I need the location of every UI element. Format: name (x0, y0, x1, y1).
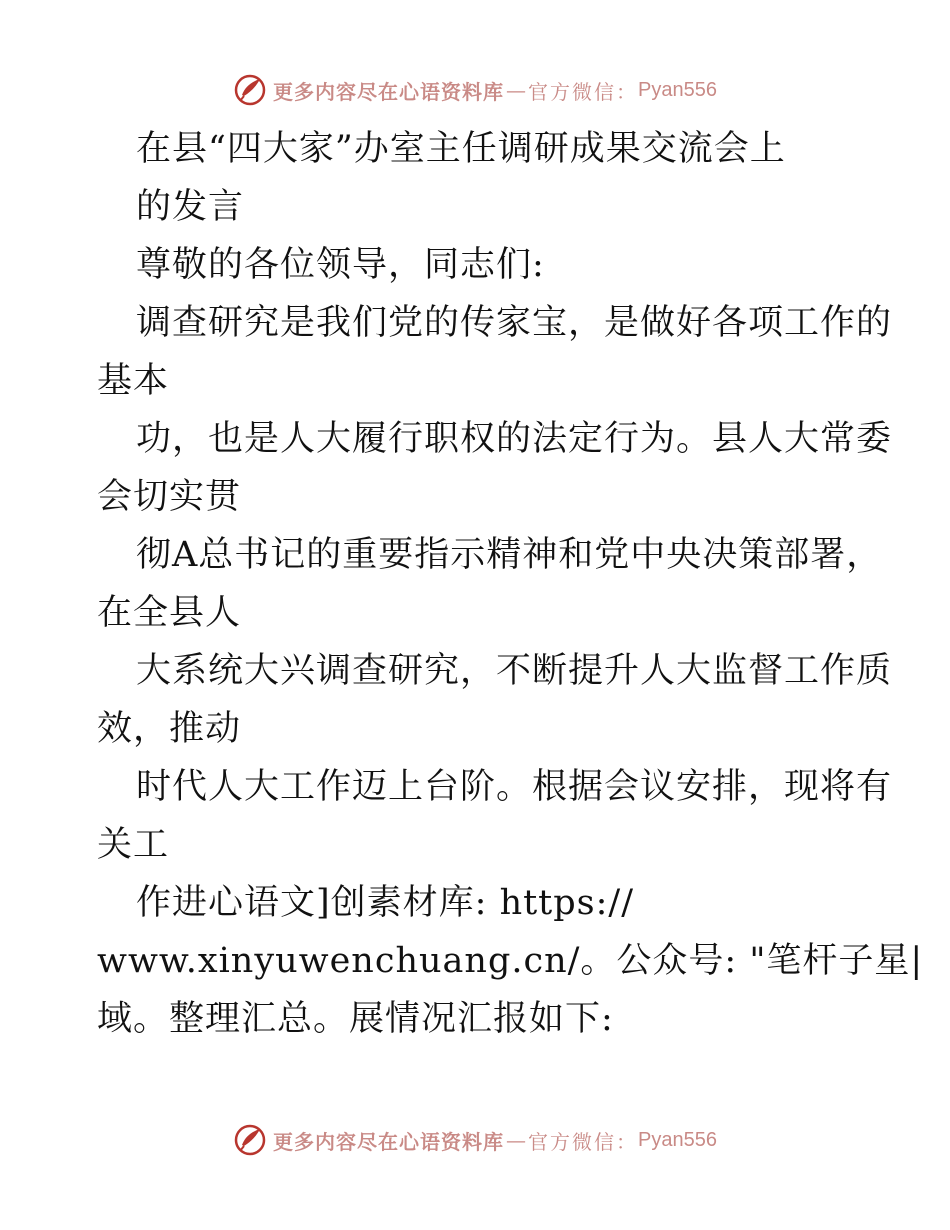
paragraph-line: 在全县人 (97, 593, 242, 633)
paragraph-line: 会切实贯 (97, 477, 242, 517)
document-title-line-2: 的发言 (136, 187, 245, 227)
paragraph-line: 基本 (97, 361, 170, 401)
salutation: 尊敬的各位领导，同志们: (136, 245, 545, 285)
banner-wechat-id: Pyan556 (638, 78, 717, 101)
footer-banner (0, 1120, 950, 1160)
paragraph-line: www.xinyuwenchuang.cn/。公众号: "笔杆子星| (97, 941, 924, 981)
quill-logo-icon (233, 1123, 267, 1157)
document-title-line-1: 在县“四大家”办室主任调研成果交流会上 (136, 129, 786, 169)
banner-brand-text: 更多内容尽在心语资料库 (273, 1129, 505, 1154)
paragraph-line: 作进心语文]创素材库: https:// (136, 883, 634, 923)
banner-dash: — (506, 1128, 527, 1152)
paragraph-line: 调查研究是我们党的传家宝，是做好各项工作的 (136, 303, 893, 343)
paragraph-line: 时代人大工作迈上台阶。根据会议安排，现将有 (136, 767, 893, 807)
paragraph-line: 大系统大兴调查研究，不断提升人大监督工作质 (136, 651, 893, 691)
document-body (97, 120, 924, 1048)
banner-dash: — (506, 78, 527, 102)
banner-wechat-id: Pyan556 (638, 1128, 717, 1151)
banner-official-label: 官方微信： (528, 79, 639, 104)
banner-official-label: 官方微信： (528, 1129, 639, 1154)
paragraph-line: 功，也是人大履行职权的法定行为。县人大常委 (136, 419, 893, 459)
paragraph-line: 域。整理汇总。展情况汇报如下: (97, 999, 614, 1039)
header-banner (0, 70, 950, 110)
quill-logo-icon (233, 73, 267, 107)
banner-brand-text: 更多内容尽在心语资料库 (273, 79, 505, 104)
paragraph-line: 关工 (97, 825, 170, 865)
paragraph-line: 彻A总书记的重要指示精神和党中央决策部署， (136, 535, 883, 575)
paragraph-line: 效，推动 (97, 709, 242, 749)
